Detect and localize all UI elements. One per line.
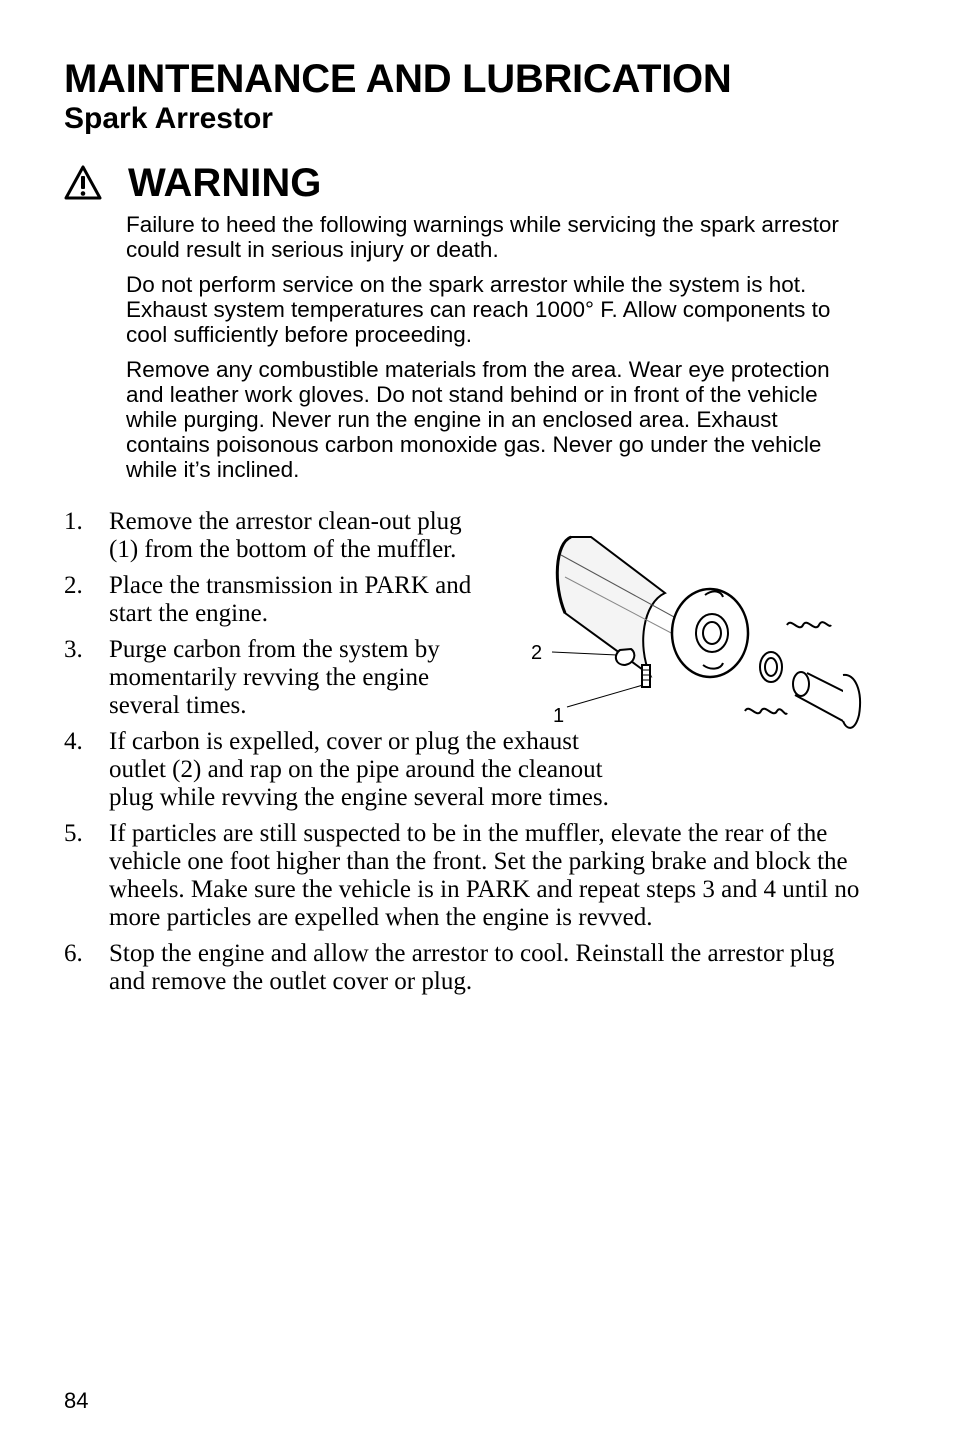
warning-paragraph: Failure to heed the following warnings while servicing the spark arrestor could result in serious injury or death. [126,212,839,262]
step-number: 2. [64,572,83,599]
warning-paragraph: Remove any combustible materials from the area. Wear eye protection and leather work gloves. Do not stand behind or in front of the vehicle while purging. Never run the engine in an enclosed area. Exhaust contains poisonous carbon monoxide gas. Never go under the vehicle while it’s inclined. [126,357,830,482]
callout-2: 2 [531,642,543,664]
step-number: 6. [64,940,83,967]
warning-body [126,212,856,492]
step-text: Stop the engine and allow the arrestor to cool. Reinstall the arrestor plug and remove the outlet cover or plug. [109,940,835,995]
step-text: If carbon is expelled, cover or plug the exhaust outlet (2) and rap on the pipe around the cleanout plug while revving the engine several more times. [109,728,609,811]
warning-paragraph: Do not perform service on the spark arrestor while the system is hot. Exhaust system temperatures can reach 1000° F. Allow components to cool sufficiently before proceeding. [126,272,831,347]
step-item [64,636,489,720]
step-number: 5. [64,820,83,847]
step-item [64,572,489,628]
step-text: If particles are still suspected to be in the muffler, elevate the rear of the vehicle one foot higher than the front. Set the parking brake and block the wheels. Make sure the vehicle is in PARK and repeat steps 3 and 4 until no more particles are expelled when the engine is revved. [109,820,860,931]
step-number: 3. [64,636,83,663]
spark-arrestor-illustration [525,525,870,745]
step-text: Purge carbon from the system by momentarily revving the engine several times. [109,636,440,719]
step-item [64,508,489,564]
step-item [64,940,864,996]
callout-1: 1 [553,705,565,727]
warning-title: WARNING [128,161,322,205]
step-text: Place the transmission in PARK and start the engine. [109,572,472,627]
step-number: 1. [64,508,83,535]
warning-triangle-icon [64,165,102,201]
step-item [64,820,864,932]
page-number: 84 [64,1388,89,1413]
warning-header [64,158,321,208]
page-title: MAINTENANCE AND LUBRICATION [64,57,732,101]
step-number: 4. [64,728,83,755]
section-subtitle: Spark Arrestor [64,102,273,135]
step-text: Remove the arrestor clean-out plug (1) from the bottom of the muffler. [109,508,462,563]
